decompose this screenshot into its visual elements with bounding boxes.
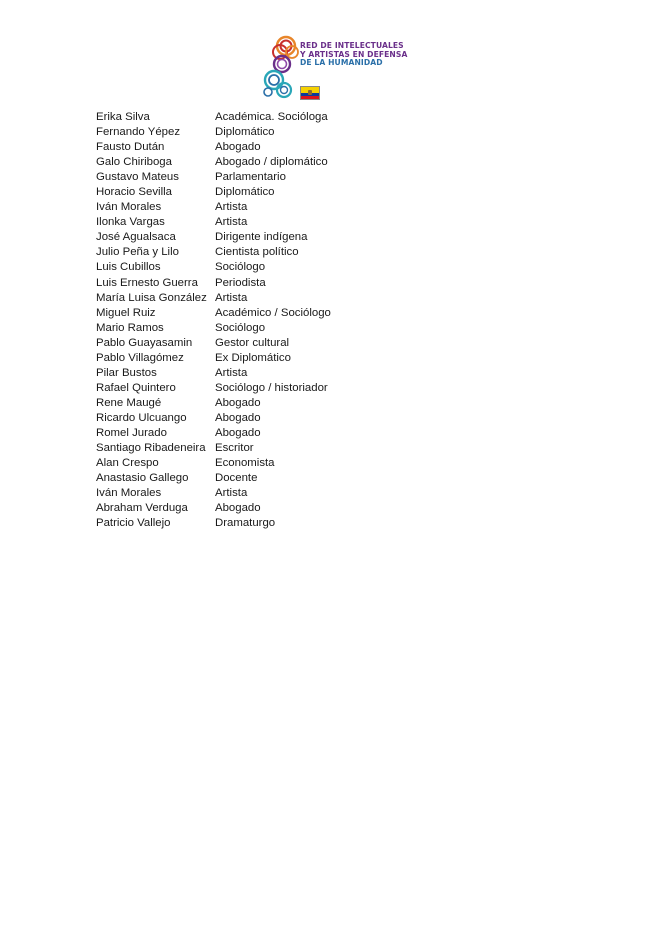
member-row (96, 215, 395, 230)
member-row (96, 411, 395, 426)
member-name: Anastasio Gallego (96, 472, 189, 485)
member-role: Economista (215, 457, 275, 470)
member-name: Galo Chiriboga (96, 156, 172, 169)
member-role: Artista (215, 201, 248, 214)
member-role: Dramaturgo (215, 517, 276, 530)
member-role: Periodista (215, 276, 266, 289)
organization-logo (260, 34, 408, 106)
member-name: Romel Jurado (96, 426, 167, 439)
logo-line-1: RED DE INTELECTUALES (300, 41, 404, 50)
member-name: Luis Ernesto Guerra (96, 276, 198, 289)
logo-line-3: DE LA HUMANIDAD (300, 58, 383, 68)
member-row (96, 291, 395, 306)
member-row (96, 170, 395, 185)
member-role: Académico / Sociólogo (215, 306, 331, 319)
member-role: Artista (215, 291, 248, 304)
member-row (96, 486, 395, 501)
member-role: Sociólogo (215, 321, 266, 334)
member-name: Patricio Vallejo (96, 517, 171, 530)
member-row (96, 125, 395, 140)
member-role: Artista (215, 487, 248, 500)
logo-line-2: Y ARTISTAS EN DEFENSA (300, 49, 408, 59)
member-row (96, 471, 395, 486)
member-name: Iván Morales (96, 201, 162, 214)
member-role: Abogado (215, 411, 261, 424)
member-row (96, 200, 395, 215)
member-name: José Agualsaca (96, 231, 176, 244)
member-name: Alan Crespo (96, 457, 159, 470)
ecuador-flag-icon (300, 86, 320, 100)
member-name: Pilar Bustos (96, 366, 157, 379)
member-row (96, 155, 395, 170)
member-name: Luis Cubillos (96, 261, 161, 274)
member-row (96, 381, 395, 396)
member-name: Fausto Dután (96, 141, 165, 154)
member-row (96, 110, 395, 125)
member-role: Ex Diplomático (215, 351, 291, 364)
member-role: Cientista político (215, 246, 299, 259)
member-role: Gestor cultural (215, 336, 290, 349)
member-name: Horacio Sevilla (96, 186, 172, 199)
member-name: Santiago Ribadeneira (96, 442, 206, 455)
member-name: Miguel Ruiz (96, 306, 156, 319)
member-role: Escritor (215, 442, 254, 455)
member-row (96, 245, 395, 260)
member-name: Abraham Verduga (96, 502, 188, 515)
member-role: Diplomático (215, 186, 275, 199)
member-row (96, 321, 395, 336)
member-name: Pablo Guayasamin (96, 336, 193, 349)
member-role: Académica. Socióloga (215, 111, 328, 123)
member-role: Docente (215, 472, 258, 485)
member-name: Rene Maugé (96, 396, 162, 409)
member-row (96, 426, 395, 441)
member-row (96, 351, 395, 366)
member-name: Ilonka Vargas (96, 216, 165, 229)
member-role: Abogado (215, 502, 261, 515)
interlocking-circles-icon (260, 34, 304, 106)
member-row (96, 516, 395, 531)
member-role: Abogado (215, 141, 261, 154)
member-role: Diplomático (215, 126, 275, 139)
member-row (96, 456, 395, 471)
member-row (96, 230, 395, 245)
member-name: Ricardo Ulcuango (96, 411, 187, 424)
member-row (96, 276, 395, 291)
member-row (96, 185, 395, 200)
member-role: Sociólogo (215, 261, 266, 274)
member-row (96, 441, 395, 456)
member-role: Sociólogo / historiador (215, 381, 328, 394)
member-name: Mario Ramos (96, 321, 164, 334)
member-role: Parlamentario (215, 171, 286, 184)
member-name: Pablo Villagómez (96, 351, 184, 364)
member-name: Fernando Yépez (96, 126, 181, 139)
member-role: Artista (215, 216, 248, 229)
member-row (96, 140, 395, 155)
member-name: Iván Morales (96, 487, 162, 500)
member-name: Erika Silva (96, 111, 150, 123)
member-row (96, 501, 395, 516)
member-name: Julio Peña y Lilo (96, 246, 179, 259)
member-row (96, 396, 395, 411)
member-name: María Luisa González (96, 291, 207, 304)
member-role: Abogado (215, 396, 261, 409)
member-list (96, 110, 395, 531)
member-role: Artista (215, 366, 248, 379)
member-name: Rafael Quintero (96, 381, 176, 394)
member-row (96, 366, 395, 381)
member-name: Gustavo Mateus (96, 171, 179, 184)
member-role: Abogado (215, 426, 261, 439)
member-role: Abogado / diplomático (215, 156, 328, 169)
member-role: Dirigente indígena (215, 231, 308, 244)
member-row (96, 336, 395, 351)
member-row (96, 260, 395, 275)
logo-text (300, 41, 408, 68)
member-row (96, 306, 395, 321)
